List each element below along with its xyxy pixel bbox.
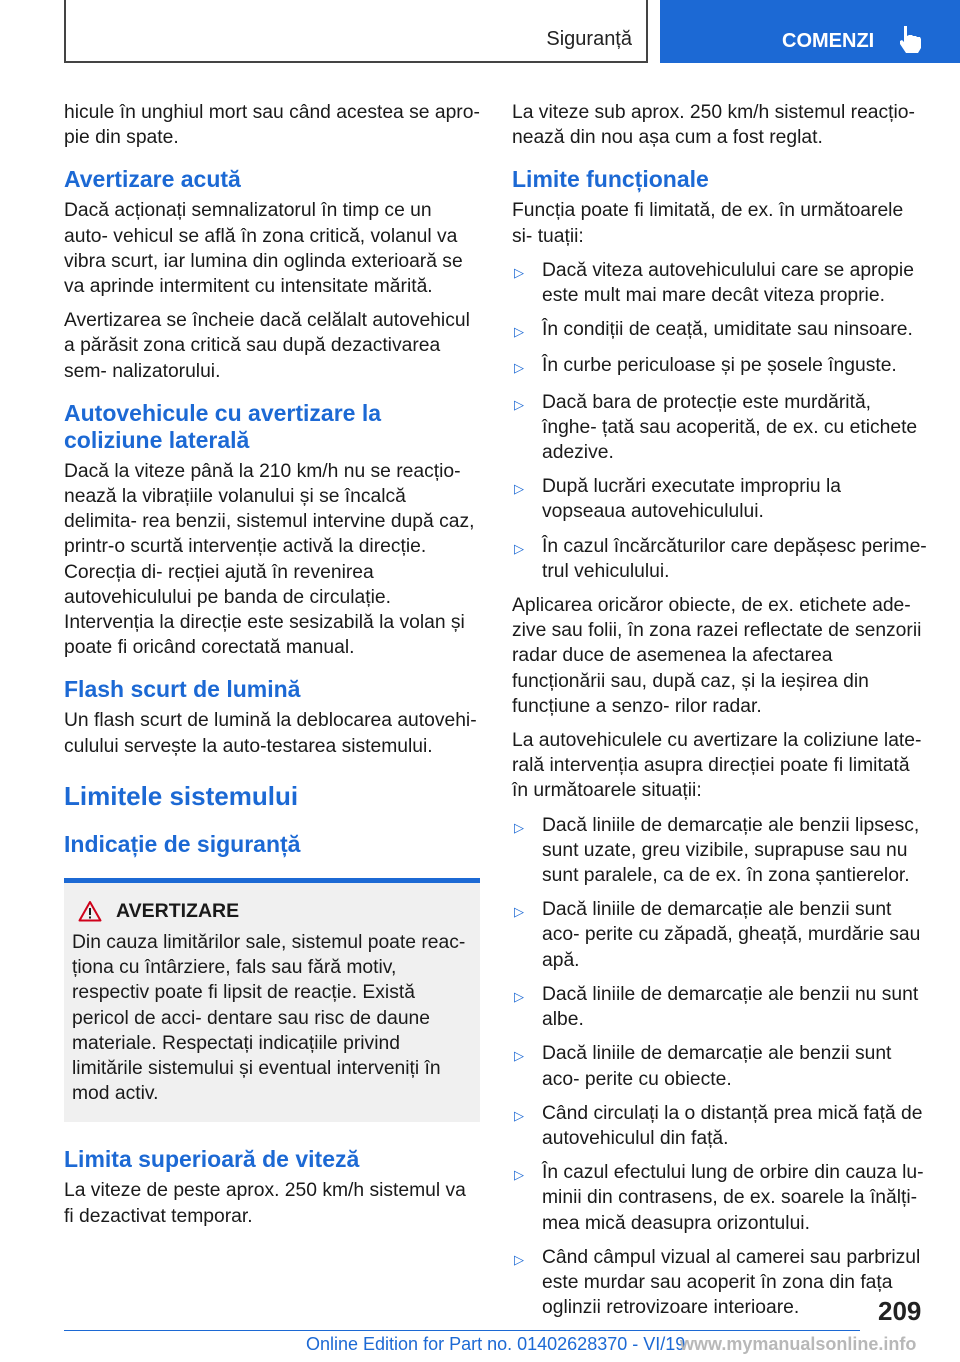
steering-limits-list bbox=[512, 813, 928, 1321]
list-item: ▷ În cazul efectului lung de orbire din cauza lu- minii din contrasens, de ex. soarele la înălți- mea mică deasupra orizontului. bbox=[512, 1160, 928, 1236]
list-item: ▷ În curbe periculoase și pe șosele înguste. bbox=[512, 353, 928, 380]
warning-title: AVERTIZARE bbox=[116, 899, 240, 922]
header-box bbox=[64, 0, 648, 63]
tab-comenzi[interactable] bbox=[660, 0, 960, 63]
paragraph: Dacă la viteze până la 210 km/h nu se reacțio- nează la vibrațiile volanului și se încalcă delimita- rea benzii, sistemul intervine după caz, printr-o scurtă intervenție activă la direcție. Corecția di- recției ajută în revenirea autovehiculului pe banda de circulație. Intervenția la direcție este sesizabilă la volan și poate fi oricând corectată manual. bbox=[64, 460, 475, 659]
list-item: ▷ Dacă liniile de demarcație ale benzii lipsesc, sunt uzate, greu vizibile, suprapuse sau nu sunt paralele, ca de ex. în zona șantierelor. bbox=[512, 813, 928, 889]
list-item: ▷ Dacă viteza autovehiculului care se apropie este mult mai mare decât viteza proprie. bbox=[512, 258, 928, 308]
paragraph: Un flash scurt de lumină la deblocarea autovehi- culului servește la auto-testarea sistemului. bbox=[64, 710, 477, 757]
list-item: ▷ În cazul încărcăturilor care depășesc perime- trul vehiculului. bbox=[512, 534, 928, 584]
triangle-bullet-icon: ▷ bbox=[514, 904, 524, 920]
right-column bbox=[512, 100, 928, 1329]
watermark: www.mymanualsonline.info bbox=[680, 1334, 917, 1354]
paragraph: Aplicarea oricăror obiecte, de ex. etichete ade- zive sau folii, în zona razei reflectate de senzorii radar duce de asemenea la afectarea funcționării sau, după caz, și la ieșirea din funcțiune a senzo- rilor radar. bbox=[512, 595, 922, 717]
heading-avertizare-acuta: Avertizare acută bbox=[64, 166, 241, 193]
triangle-bullet-icon: ▷ bbox=[514, 1167, 524, 1183]
heading-coliziune-laterala: Autovehicule cu avertizare la coliziune laterală bbox=[64, 399, 382, 453]
triangle-bullet-icon: ▷ bbox=[514, 819, 524, 835]
paragraph: hicule în unghiul mort sau când acestea se apro- pie din spate. bbox=[64, 102, 480, 149]
heading-limite-functionale: Limite funcționale bbox=[512, 166, 709, 193]
list-item: ▷ În condiții de ceață, umiditate sau ninsoare. bbox=[512, 317, 928, 344]
footer-divider bbox=[64, 1330, 860, 1331]
heading-limitele-sistemului: Limitele sistemului bbox=[64, 780, 299, 811]
warning-header bbox=[72, 899, 471, 924]
section-title: Siguranță bbox=[546, 28, 632, 50]
triangle-bullet-icon: ▷ bbox=[514, 540, 524, 556]
paragraph: Funcția poate fi limitată, de ex. în următoarele si- tuații: bbox=[512, 200, 904, 247]
list-item: ▷ Când câmpul vizual al camerei sau parbrizul este murdar sau acoperit în zona din fața oglinzii retrovizoare interioare. bbox=[512, 1245, 928, 1321]
warning-box bbox=[64, 878, 480, 1123]
heading-flash: Flash scurt de lumină bbox=[64, 676, 301, 703]
triangle-bullet-icon: ▷ bbox=[514, 264, 524, 280]
paragraph: La autovehiculele cu avertizare la coliziune late- rală intervenția asupra direcției poate fi limitată în următoarele situații: bbox=[512, 730, 922, 802]
triangle-bullet-icon: ▷ bbox=[514, 1251, 524, 1267]
heading-limita-superioara: Limita superioară de viteză bbox=[64, 1146, 360, 1173]
triangle-bullet-icon: ▷ bbox=[514, 1048, 524, 1064]
page-number: 209 bbox=[878, 1296, 922, 1326]
list-item: ▷ Dacă liniile de demarcație ale benzii sunt aco- perite cu obiecte. bbox=[512, 1041, 928, 1091]
footer-edition: Online Edition for Part no. 01402628370 - VI/19 bbox=[306, 1334, 686, 1354]
tab-comenzi-label: COMENZI bbox=[782, 30, 875, 52]
triangle-bullet-icon: ▷ bbox=[514, 396, 524, 412]
warning-text: Din cauza limitărilor sale, sistemul poate reac- ționa cu întârziere, fals sau fără motiv, respectiv poate fi lipsit de reacție. Există pericol de acci- dentare sau risc de daune materiale. Respectați indicațiile privind limitările sistemului și eventual interveniți în mod activ. bbox=[72, 932, 466, 1105]
left-column bbox=[64, 100, 480, 1238]
paragraph: La viteze de peste aprox. 250 km/h sistemul va fi dezactivat temporar. bbox=[64, 1180, 466, 1227]
paragraph: Avertizarea se încheie dacă celălalt autovehicul a părăsit zona critică sau după dezactivarea sem- nalizatorului. bbox=[64, 310, 470, 382]
list-item: ▷ Dacă liniile de demarcație ale benzii sunt aco- perite cu zăpadă, gheață, murdărie sau apă. bbox=[512, 897, 928, 973]
triangle-bullet-icon: ▷ bbox=[514, 481, 524, 497]
heading-indicatie-siguranta: Indicație de siguranță bbox=[64, 830, 301, 857]
triangle-bullet-icon: ▷ bbox=[514, 360, 524, 376]
list-item: ▷ Dacă liniile de demarcație ale benzii nu sunt albe. bbox=[512, 982, 928, 1032]
list-item: ▷ Dacă bara de protecție este murdărită, înghe- țată sau acoperită, de ex. cu etichete adezive. bbox=[512, 390, 928, 466]
list-item: ▷ Când circulați la o distanță prea mică față de autovehiculul din față. bbox=[512, 1101, 928, 1151]
paragraph: La viteze sub aprox. 250 km/h sistemul reacțio- nează din nou așa cum a fost reglat. bbox=[512, 102, 915, 149]
warning-triangle-icon bbox=[78, 900, 102, 922]
paragraph: Dacă acționați semnalizatorul în timp ce un auto- vehicul se află în zona critică, volanul va vibra scurt, iar lumina din oglinda exterioară se va aprinde intermitent cu intensitate mărită. bbox=[64, 200, 463, 298]
pointing-hand-icon bbox=[896, 24, 924, 54]
list-item: ▷ După lucrări executate impropriu la vopseaua autovehiculului. bbox=[512, 474, 928, 524]
triangle-bullet-icon: ▷ bbox=[514, 988, 524, 1004]
triangle-bullet-icon: ▷ bbox=[514, 324, 524, 340]
triangle-bullet-icon: ▷ bbox=[514, 1107, 524, 1123]
functional-limits-list bbox=[512, 258, 928, 584]
